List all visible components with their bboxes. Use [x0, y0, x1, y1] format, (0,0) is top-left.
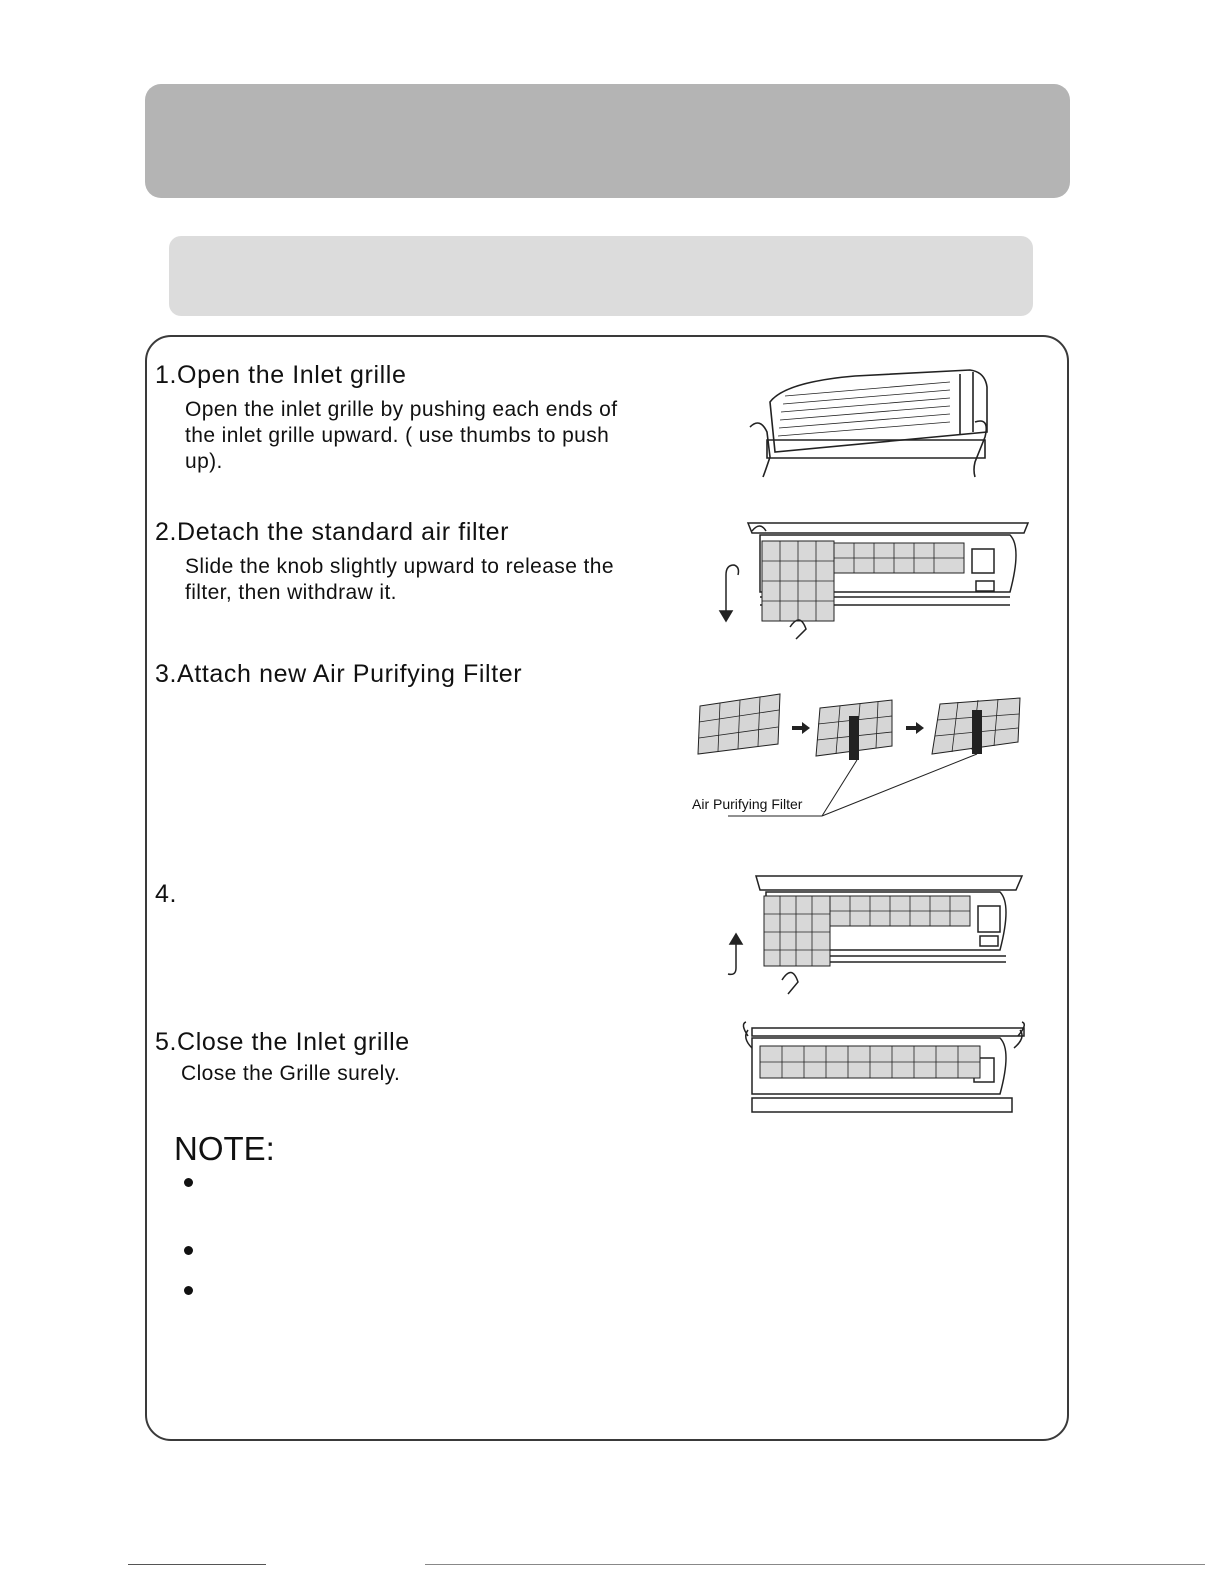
subheader-banner [169, 236, 1033, 316]
step-5-title: 5.Close the Inlet grille [155, 1028, 410, 1056]
figure-close-grille [738, 1020, 1030, 1115]
footer-rule-left [128, 1564, 266, 1565]
header-banner [145, 84, 1070, 198]
step-1-title: 1.Open the Inlet grille [155, 361, 407, 389]
step-2-title: 2.Detach the standard air filter [155, 518, 510, 546]
note-bullet-3 [184, 1286, 193, 1295]
step-4-title: 4. [155, 880, 178, 908]
step-3-title: 3.Attach new Air Purifying Filter [155, 660, 523, 688]
step-2-body: Slide the knob slightly upward to release the filter, then withdraw it. [185, 555, 614, 604]
note-title: NOTE: [174, 1130, 275, 1167]
step-5-body: Close the Grille surely. [181, 1062, 401, 1085]
footer-rule-right [425, 1564, 1205, 1565]
figure-open-grille [745, 362, 995, 477]
figure-attach-purifying-filter [692, 688, 1028, 823]
note-bullet-2 [184, 1246, 193, 1255]
figure-detach-filter [710, 517, 1030, 642]
air-purifying-filter-label: Air Purifying Filter [692, 796, 803, 812]
figure-reattach-filter [710, 872, 1030, 997]
step-1-body: Open the inlet grille by pushing each ends of the inlet grille upward. ( use thumbs to push up). [185, 398, 618, 473]
note-bullet-1 [184, 1178, 193, 1187]
